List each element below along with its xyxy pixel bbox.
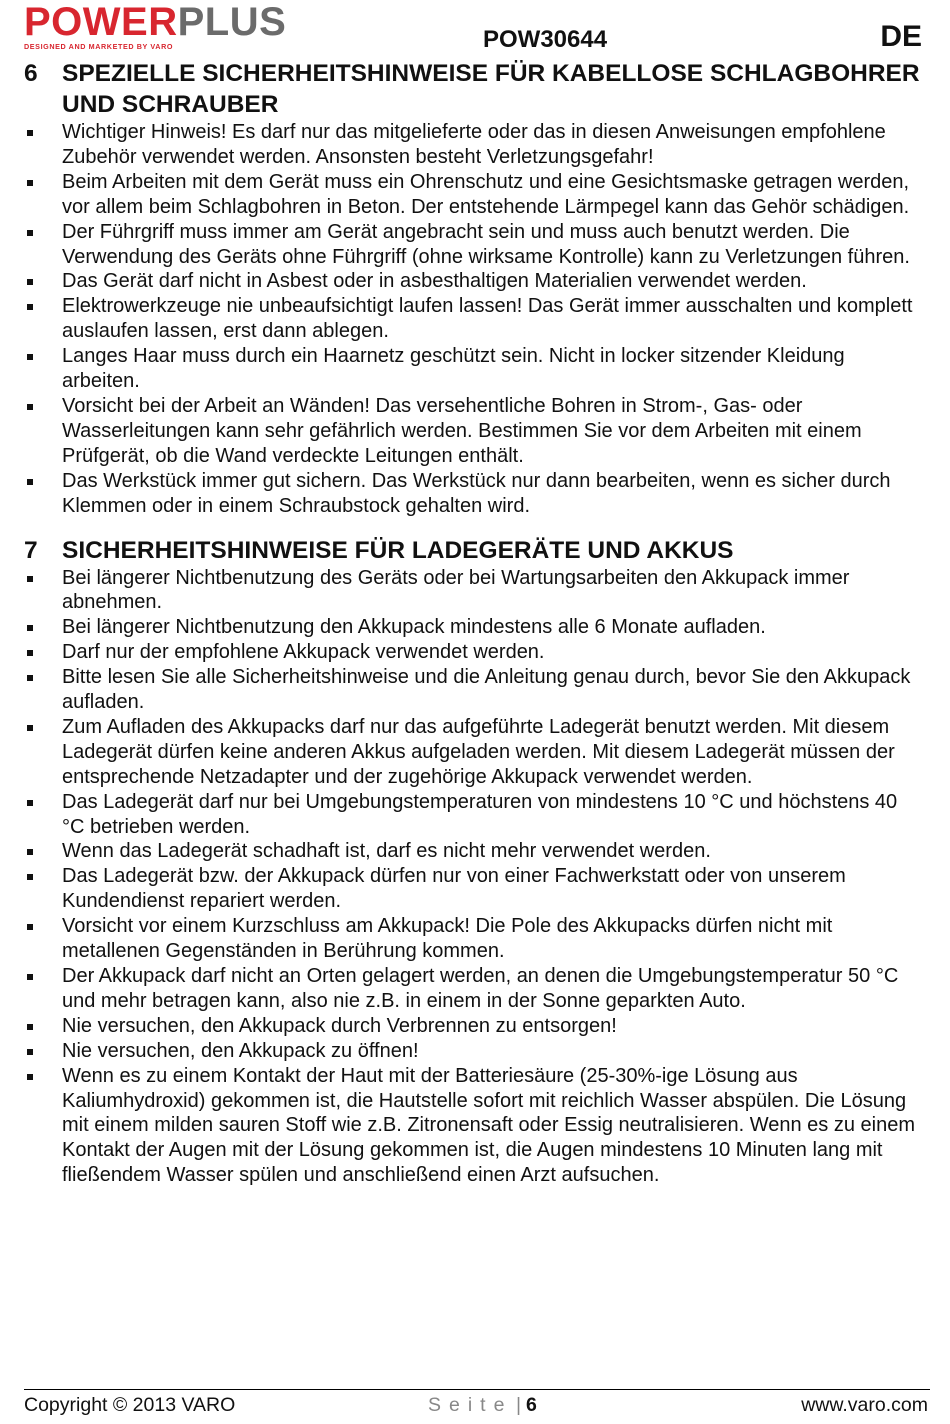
list-item: Beim Arbeiten mit dem Gerät muss ein Ohrenschutz und eine Gesichtsmaske getragen werden, vor allem beim Schlagbohren in Beton. Der entstehende Lärmpegel kann das Gehör schädigen. [24,170,924,220]
website-link[interactable]: www.varo.com [801,1394,928,1416]
copyright-text: Copyright © 2013 VARO [24,1394,236,1416]
list-item: Bitte lesen Sie alle Sicherheitshinweise und die Anleitung genau durch, bevor Sie den Akkupack aufladen. [24,665,924,715]
list-item: Wenn das Ladegerät schadhaft ist, darf es nicht mehr verwendet werden. [24,839,924,864]
powerplus-logo [24,2,344,50]
list-item: Elektrowerkzeuge nie unbeaufsichtigt laufen lassen! Das Gerät immer ausschalten und komplett auslaufen lassen, erst dann ablegen. [24,294,924,344]
page-number: 6 [526,1394,537,1416]
list-item: Das Ladegerät bzw. der Akkupack dürfen nur von einer Fachwerkstatt oder von unserem Kundendienst repariert werden. [24,864,924,914]
page-footer [24,1394,928,1420]
list-item: Bei längerer Nichtbenutzung den Akkupack mindestens alle 6 Monate aufladen. [24,615,924,640]
page-label: Seite [428,1394,513,1416]
list-item: Wenn es zu einem Kontakt der Haut mit der Batteriesäure (25-30%-ige Lösung aus Kaliumhydroxid) gekommen ist, die Hautstelle sofort mit reichlich Wasser abspülen. Die Lösung mit einem milden sauren Stoff wie z.B. Zitronensaft oder Essig neutralisieren. Wenn es zu einem Kontakt der Augen mit der Lösung gekommen ist, die Augen mindestens 10 Minuten lang mit fließendem Wasser spülen und anschließend einen Arzt aufsuchen. [24,1064,924,1189]
list-item: Das Werkstück immer gut sichern. Das Werkstück nur dann bearbeiten, wenn es sicher durch Klemmen oder in einem Schraubstock gehalten wird. [24,469,924,519]
list-item: Darf nur der empfohlene Akkupack verwendet werden. [24,640,924,665]
logo-tagline: DESIGNED AND MARKETED BY VARO [24,42,174,51]
list-item: Nie versuchen, den Akkupack zu öffnen! [24,1039,924,1064]
logo-word-plus: PLUS [177,0,287,44]
list-item: Das Gerät darf nicht in Asbest oder in asbesthaltigen Materialien verwendet werden. [24,269,924,294]
list-item: Das Ladegerät darf nur bei Umgebungstemperaturen von mindestens 10 °C und höchstens 40 °C betrieben werden. [24,790,924,840]
logo-word-power: POWER [24,0,178,44]
list-item: Vorsicht vor einem Kurzschluss am Akkupack! Die Pole des Akkupacks dürfen nicht mit metallenen Gegenständen in Berührung kommen. [24,914,924,964]
logo-wordmark [24,2,344,42]
list-item: Der Führgriff muss immer am Gerät angebracht sein und muss auch benutzt werden. Die Verwendung des Geräts ohne Führgriff (ohne wirksame Kontrolle) kann zu Verletzungen führen. [24,220,924,270]
list-item: Bei längerer Nichtbenutzung des Geräts oder bei Wartungsarbeiten den Akkupack immer abnehmen. [24,566,924,616]
list-item: Der Akkupack darf nicht an Orten gelagert werden, an denen die Umgebungstemperatur 50 °C und mehr betragen kann, also nie z.B. in einem in der Sonne geparkten Auto. [24,964,924,1014]
section-heading-7 [24,535,924,566]
section-number: 6 [24,60,38,87]
manual-content [24,58,924,1188]
language-code: DE [880,20,922,53]
model-number: POW30644 [483,26,608,53]
page-separator: | [516,1394,522,1416]
footer-divider [24,1389,930,1390]
section-number: 7 [24,536,38,564]
section-title: SICHERHEITSHINWEISE FÜR LADEGERÄTE UND AKKUS [62,536,734,564]
section-title: SPEZIELLE SICHERHEITSHINWEISE FÜR KABELLOSE SCHLAGBOHRER UND SCHRAUBER [62,60,920,118]
list-item: Vorsicht bei der Arbeit an Wänden! Das versehentliche Bohren in Strom-, Gas- oder Wasserleitungen kann sehr gefährlich werden. Bestimmen Sie vor dem Arbeiten mit einem Prüfgerät, ob die Wand verdeckte Leitungen enthält. [24,394,924,469]
list-item: Zum Aufladen des Akkupacks darf nur das aufgeführte Ladegerät benutzt werden. Mit diesem Ladegerät dürfen keine anderen Akkus aufgeladen werden. Mit diesem Ladegerät müssen der entsprechende Netzadapter und der zugehörige Akkupack verwendet werden. [24,715,924,790]
list-item: Wichtiger Hinweis! Es darf nur das mitgelieferte oder das in diesen Anweisungen empfohlene Zubehör verwendet werden. Ansonsten besteht Verletzungsgefahr! [24,120,924,170]
list-item: Nie versuchen, den Akkupack durch Verbrennen zu entsorgen! [24,1014,924,1039]
section-6-list [24,120,924,519]
section-7-list [24,566,924,1189]
page-header [0,0,950,56]
list-item: Langes Haar muss durch ein Haarnetz geschützt sein. Nicht in locker sitzender Kleidung arbeiten. [24,344,924,394]
section-heading-6 [24,58,924,120]
